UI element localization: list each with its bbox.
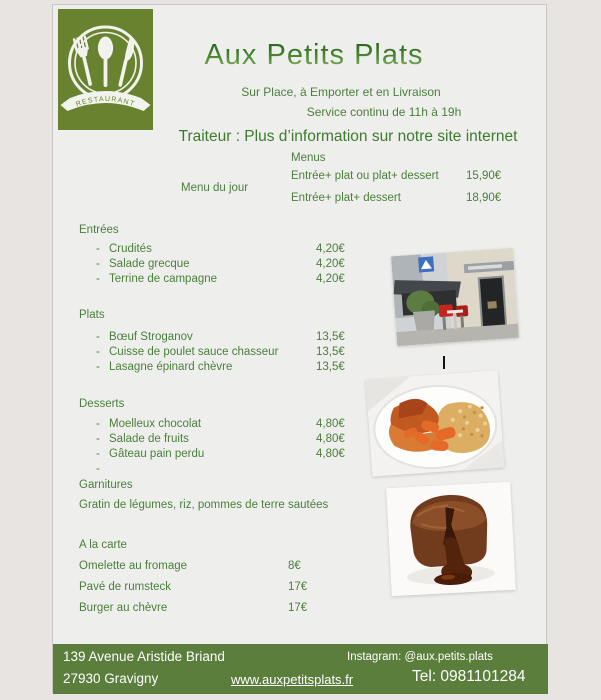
dessert-photo [386, 482, 515, 596]
text-cursor [443, 356, 445, 369]
instagram-handle: Instagram: @aux.petits.plats [347, 651, 493, 663]
bullet-dash: - [96, 243, 100, 255]
a-la-carte-heading: A la carte [79, 539, 127, 551]
address-line-2: 27930 Gravigny [63, 671, 159, 686]
main-dish-photo [366, 371, 504, 477]
item-price: 13,5€ [316, 361, 345, 373]
item-price: 4,80€ [316, 448, 345, 460]
item-price: 13,5€ [316, 346, 345, 358]
formula-price: 18,90€ [466, 192, 502, 204]
plats-heading: Plats [79, 309, 105, 321]
item-name: Burger au chèvre [79, 602, 168, 614]
item-price: 4,20€ [316, 243, 345, 255]
item-name: Lasagne épinard chèvre [109, 361, 233, 373]
address-line-1: 139 Avenue Aristide Briand [63, 649, 225, 664]
website-link[interactable]: www.auxpetitsplats.fr [231, 672, 354, 687]
item-price: 4,80€ [316, 433, 345, 445]
menu-formula-row [53, 192, 546, 207]
item-price: 4,80€ [316, 418, 345, 430]
garnitures-heading: Garnitures [79, 479, 133, 491]
logo-banner-text: RESTAURANT [75, 95, 136, 109]
bullet-dash: - [96, 346, 100, 358]
page-title: Aux Petits Plats [114, 40, 514, 71]
item-price: 8€ [288, 560, 301, 572]
formula-name: Entrée+ plat ou plat+ dessert [291, 170, 439, 182]
bullet-dash: - [96, 463, 100, 475]
bullet-dash: - [96, 418, 100, 430]
menu-flyer-sheet [52, 4, 547, 693]
item-name: Omelette au fromage [79, 560, 188, 572]
item-name: Bœuf Stroganov [109, 331, 193, 343]
bullet-dash: - [96, 433, 100, 445]
item-name: Pavé de rumsteck [79, 581, 172, 593]
item-name: Salade grecque [109, 258, 190, 270]
item-price: 17€ [288, 581, 308, 593]
item-name: Cuisse de poulet sauce chasseur [109, 346, 279, 358]
formula-name: Entrée+ plat+ dessert [291, 192, 401, 204]
bullet-dash: - [96, 448, 100, 460]
item-name: Gâteau pain perdu [109, 448, 205, 460]
garnitures-text: Gratin de légumes, riz, pommes de terre sautées [79, 499, 329, 511]
traiteur-text: Traiteur : Plus d’information sur notre site internet [178, 128, 518, 145]
phone-number: Tel: 0981101284 [412, 668, 526, 685]
item-price: 17€ [288, 602, 308, 614]
item-price: 4,20€ [316, 258, 345, 270]
bullet-dash: - [96, 361, 100, 373]
carte-item-row [53, 602, 546, 617]
bullet-dash: - [96, 273, 100, 285]
item-name: Salade de fruits [109, 433, 189, 445]
item-name: Crudités [109, 243, 152, 255]
bullet-dash: - [96, 258, 100, 270]
item-price: 13,5€ [316, 331, 345, 343]
item-price: 4,20€ [316, 273, 345, 285]
menus-heading: Menus [291, 152, 326, 164]
bullet-dash: - [96, 331, 100, 343]
footer-bar [53, 644, 548, 694]
item-name: Moelleux chocolat [109, 418, 202, 430]
menu-du-jour-label: Menu du jour [181, 182, 249, 194]
entrees-heading: Entrées [79, 224, 119, 236]
menu-item-row [53, 346, 546, 361]
menu-formula-row [53, 170, 546, 185]
storefront-photo [391, 248, 519, 346]
item-name: Terrine de campagne [109, 273, 218, 285]
tagline-text: Sur Place, à Emporter et en Livraison [241, 85, 441, 99]
desserts-heading: Desserts [79, 398, 125, 410]
service-hours-text: Service continu de 11h à 19h [306, 105, 462, 119]
formula-price: 15,90€ [466, 170, 502, 182]
